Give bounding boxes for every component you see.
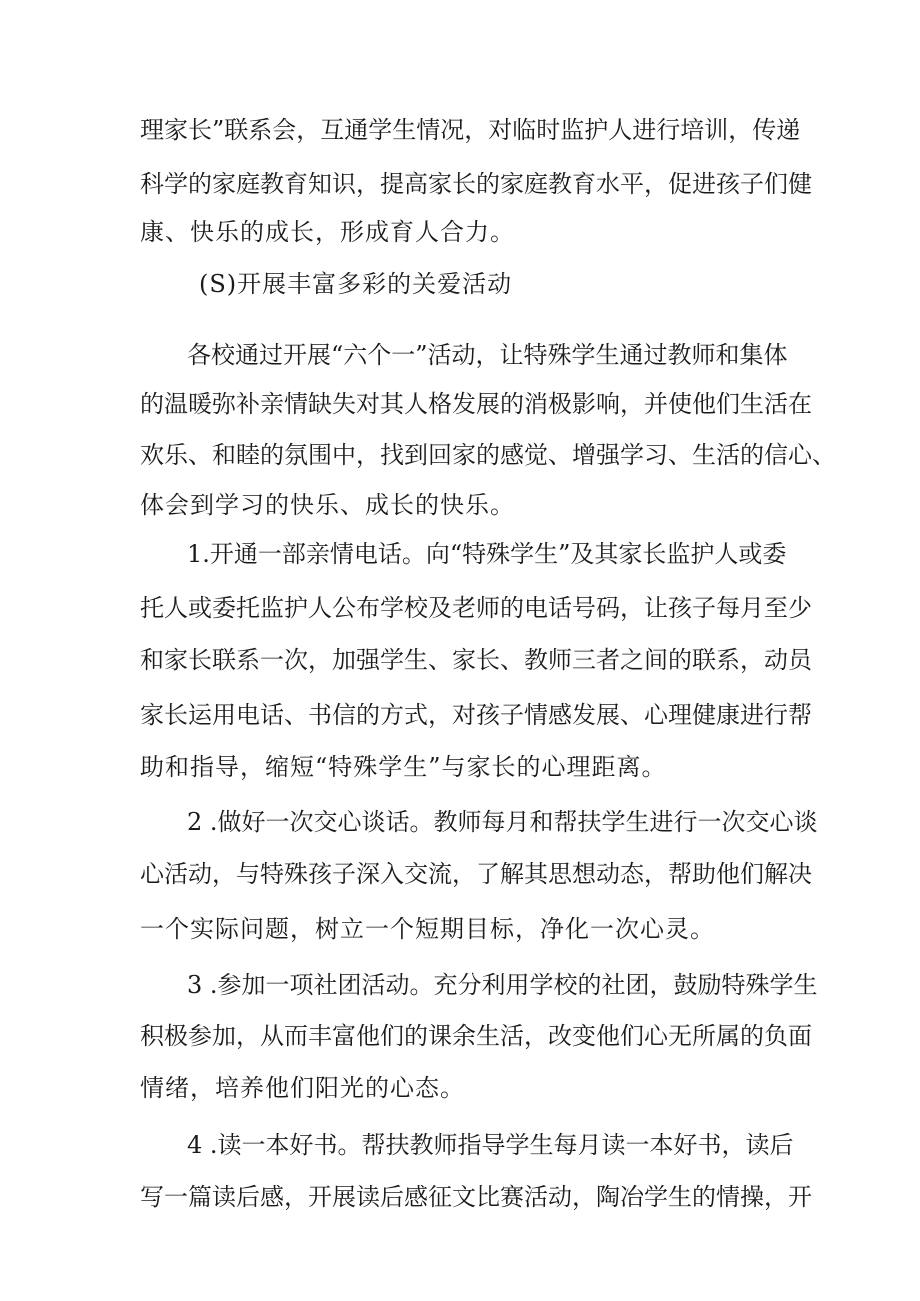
- paragraph-line: 欢乐、和睦的氛围中，找到回家的感觉、增强学习、生活的信心、: [140, 441, 836, 469]
- paragraph-line: 的温暖弥补亲情缺失对其人格发展的消极影响，并使他们生活在: [140, 390, 812, 418]
- paragraph-line: 家长运用电话、书信的方式，对孩子情感发展、心理健康进行帮: [140, 701, 812, 729]
- paragraph-line: 和家长联系一次，加强学生、家长、教师三者之间的联系，动员: [140, 646, 812, 674]
- paragraph-line: 各校通过开展“六个一”活动，让特殊学生通过教师和集体: [187, 341, 788, 369]
- paragraph-line: 托人或委托监护人公布学校及老师的电话号码，让孩子每月至少: [140, 594, 812, 622]
- paragraph-line: 心活动，与特殊孩子深入交流，了解其思想动态，帮助他们解决: [140, 860, 812, 888]
- paragraph-line: 1.开通一部亲情电话。向“特殊学生”及其家长监护人或委: [187, 540, 787, 568]
- section-heading: (S)开展丰富多彩的关爱活动: [199, 270, 513, 298]
- paragraph-line: 情绪，培养他们阳光的心态。: [140, 1074, 465, 1102]
- paragraph-line: 2 .做好一次交心谈话。教师每月和帮扶学生进行一次交心谈: [187, 808, 818, 836]
- paragraph-line: 积极参加，从而丰富他们的课余生活，改变他们心无所属的负面: [140, 1022, 812, 1050]
- paragraph-line: 科学的家庭教育知识，提高家长的家庭教育水平，促进孩子们健: [140, 170, 812, 198]
- paragraph-line: 助和指导，缩短“特殊学生”与家长的心理距离。: [140, 753, 667, 781]
- paragraph-line: 写一篇读后感，开展读后感征文比赛活动，陶冶学生的情操，开: [140, 1183, 812, 1211]
- paragraph-line: 理家长”联系会，互通学生情况，对临时监护人进行培训，传递: [140, 116, 801, 144]
- paragraph-line: 体会到学习的快乐、成长的快乐。: [140, 491, 515, 519]
- paragraph-line: 一个实际问题，树立一个短期目标，净化一次心灵。: [140, 915, 715, 943]
- paragraph-line: 4 .读一本好书。帮扶教师指导学生每月读一本好书，读后: [187, 1131, 794, 1159]
- paragraph-line: 3 .参加一项社团活动。充分利用学校的社团，鼓励特殊学生: [187, 971, 818, 999]
- paragraph-line: 康、快乐的成长，形成育人合力。: [140, 218, 515, 246]
